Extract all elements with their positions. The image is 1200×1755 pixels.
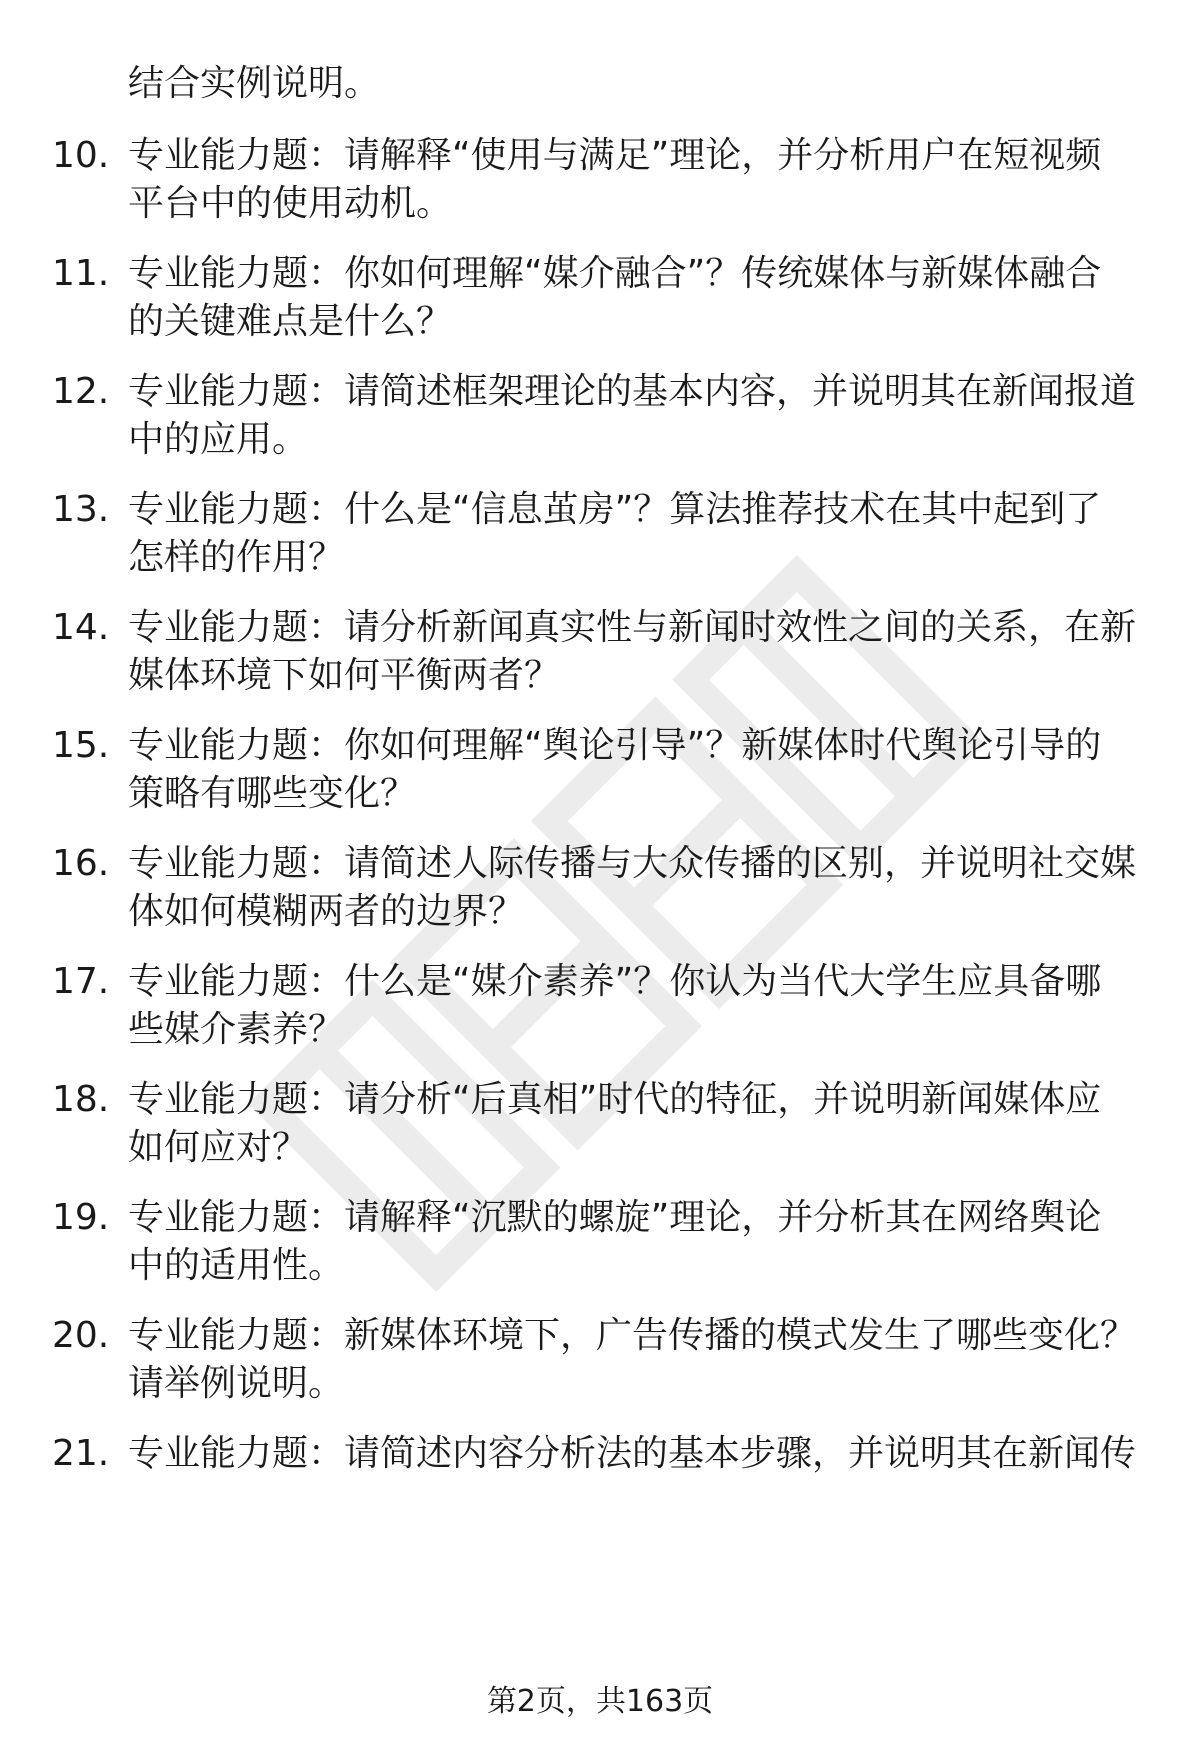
question-text-line1: 专业能力题：什么是“信息茧房”？算法推荐技术在其中起到了 [128, 489, 1102, 530]
question-text-line2: 如何应对？ [128, 1127, 309, 1168]
question-text-line1: 专业能力题：请简述框架理论的基本内容，并说明其在新闻报道 [128, 371, 1137, 412]
question-text-line2: 中的应用。 [128, 419, 309, 460]
question-number: 20. [52, 1315, 110, 1356]
question-text-line1: 专业能力题：请分析“后真相”时代的特征，并说明新闻媒体应 [128, 1079, 1102, 1120]
question-text-line2: 媒体环境下如何平衡两者？ [128, 655, 561, 696]
question-text-line1: 专业能力题：请解释“使用与满足”理论，并分析用户在短视频 [128, 135, 1102, 176]
question-number: 18. [52, 1079, 110, 1120]
question-text-line2: 中的适用性。 [128, 1245, 345, 1286]
question-number: 14. [52, 607, 110, 648]
question-text-line1: 专业能力题：请解释“沉默的螺旋”理论，并分析其在网络舆论 [128, 1197, 1102, 1238]
question-number: 12. [52, 371, 110, 412]
question-text-line1: 专业能力题：你如何理解“媒介融合”？传统媒体与新媒体融合 [128, 253, 1102, 294]
question-text-line2: 体如何模糊两者的边界？ [128, 891, 525, 932]
question-number: 10. [52, 135, 110, 176]
question-number: 11. [52, 253, 110, 294]
continuation-line: 结合实例说明。 [128, 63, 381, 104]
question-number: 17. [52, 961, 110, 1002]
question-text-line1: 专业能力题：请简述内容分析法的基本步骤，并说明其在新闻传 [128, 1433, 1137, 1474]
question-number: 16. [52, 843, 110, 884]
question-number: 13. [52, 489, 110, 530]
question-text-line2: 平台中的使用动机。 [128, 183, 453, 224]
question-text-line1: 专业能力题：新媒体环境下，广告传播的模式发生了哪些变化？ [128, 1315, 1137, 1356]
question-text-line2: 策略有哪些变化？ [128, 773, 417, 814]
question-text-line2: 的关键难点是什么？ [128, 301, 453, 342]
question-text-line2: 些媒介素养？ [128, 1009, 345, 1050]
question-text-line1: 专业能力题：请分析新闻真实性与新闻时效性之间的关系，在新 [128, 607, 1137, 648]
question-text-line1: 专业能力题：什么是“媒介素养”？你认为当代大学生应具备哪 [128, 961, 1102, 1002]
question-number: 21. [52, 1433, 110, 1474]
question-number: 19. [52, 1197, 110, 1238]
question-text-line2: 怎样的作用？ [128, 537, 345, 578]
page-footer: 第2页，共163页 [486, 1684, 714, 1719]
question-text-line1: 专业能力题：你如何理解“舆论引导”？新媒体时代舆论引导的 [128, 725, 1102, 766]
question-text-line1: 专业能力题：请简述人际传播与大众传播的区别，并说明社交媒 [128, 843, 1137, 884]
question-number: 15. [52, 725, 110, 766]
question-text-line2: 请举例说明。 [128, 1363, 345, 1404]
